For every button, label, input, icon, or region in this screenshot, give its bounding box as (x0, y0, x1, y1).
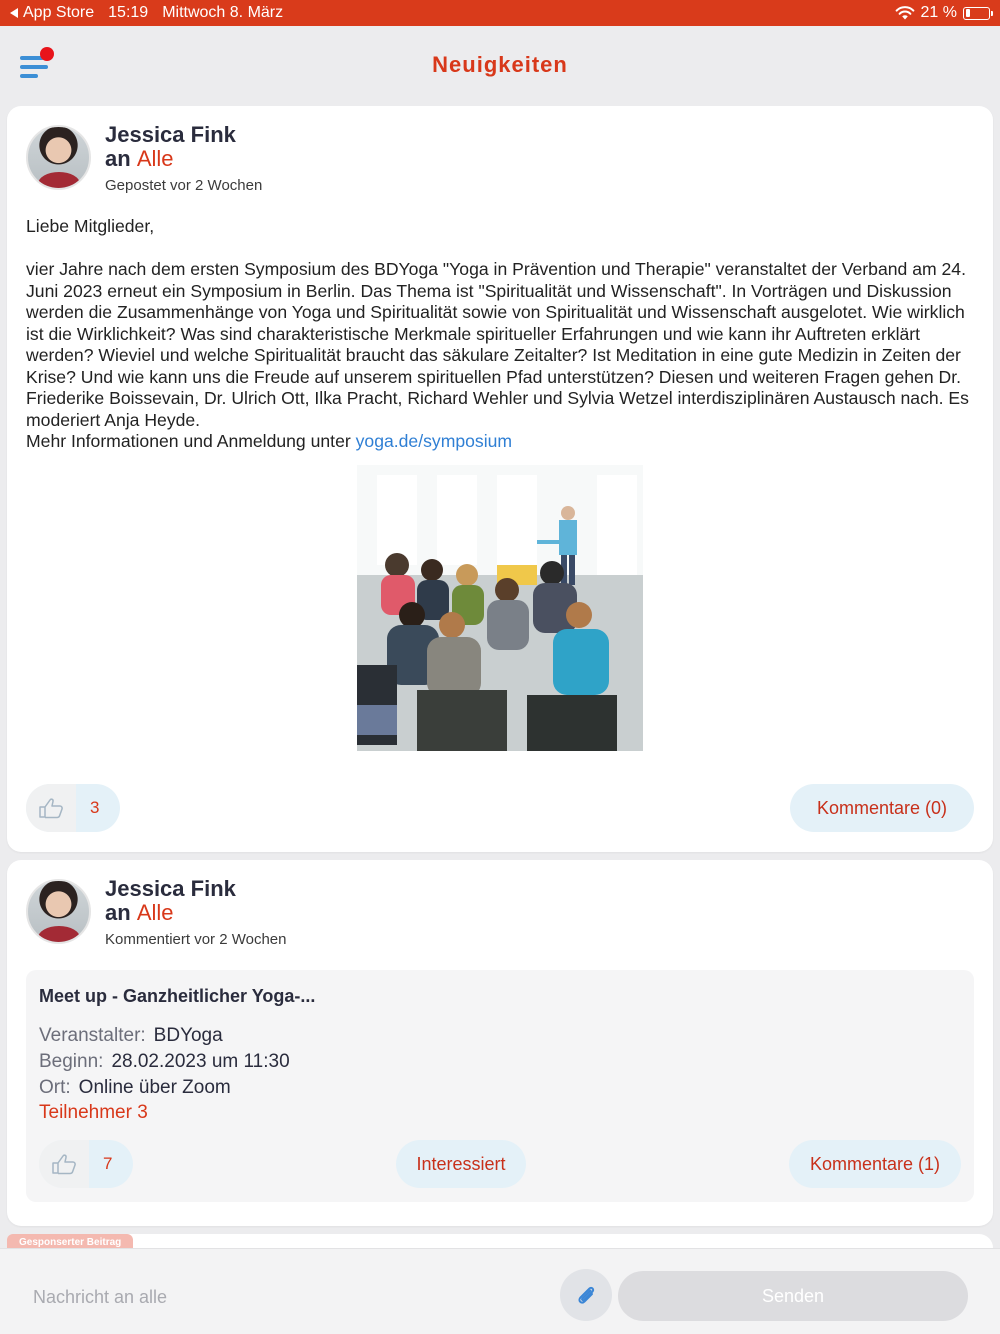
back-arrow-icon (10, 8, 18, 18)
post-timestamp: Kommentiert vor 2 Wochen (105, 931, 287, 948)
symposium-link[interactable]: yoga.de/symposium (355, 431, 513, 451)
author-name[interactable]: Jessica Fink (105, 876, 236, 901)
status-bar (0, 0, 1000, 26)
post-image[interactable] (357, 465, 643, 751)
notification-dot (40, 47, 54, 61)
post-author (26, 876, 287, 948)
recipient-line (105, 147, 262, 171)
post-card (7, 106, 993, 852)
organizer-value: BDYoga (153, 1025, 223, 1046)
like-count: 3 (90, 798, 100, 817)
organizer-label: Veranstalter: (39, 1025, 146, 1046)
wifi-icon (895, 6, 915, 20)
event-card[interactable] (26, 970, 974, 1202)
avatar[interactable] (26, 125, 91, 190)
post-card (7, 860, 993, 1226)
event-participants[interactable] (39, 1102, 148, 1124)
menu-line (20, 65, 48, 69)
battery-percentage: 21 % (920, 4, 957, 21)
recipient-group[interactable]: Alle (136, 900, 174, 925)
recipient-line (105, 901, 286, 925)
battery-icon (963, 7, 990, 20)
participants-count: 3 (137, 1102, 148, 1123)
avatar[interactable] (26, 879, 91, 944)
page-title: Neuigkeiten (432, 52, 568, 77)
back-to-app-store[interactable] (10, 4, 94, 22)
attach-button[interactable] (560, 1269, 612, 1321)
menu-line (20, 74, 38, 78)
recipient-prefix: an (105, 900, 131, 925)
interested-button[interactable]: Interessiert (396, 1140, 526, 1188)
post-author (26, 122, 263, 194)
event-start (39, 1051, 290, 1073)
back-app-label: App Store (23, 4, 95, 21)
status-date: Mittwoch 8. März (162, 4, 284, 21)
recipient-group[interactable]: Alle (136, 146, 174, 171)
paperclip-icon (573, 1282, 599, 1308)
post-body (26, 216, 971, 453)
message-input[interactable]: Nachricht an alle (33, 1287, 168, 1307)
status-time: 15:19 (108, 4, 149, 21)
send-button[interactable]: Senden (618, 1271, 968, 1321)
place-label: Ort: (39, 1077, 71, 1098)
like-count: 7 (103, 1154, 113, 1173)
post-greeting: Liebe Mitglieder, (26, 216, 155, 236)
post-body-text: vier Jahre nach dem ersten Symposium des BDYoga "Yoga in Prävention und Therapie" veranstaltet der Verband am 24. Juni 2023 erneut ein Symposium in Berlin. Das Thema ist "Spiritualität und Wissenschaft". In Vorträgen und Diskussion werden die Zusammenhänge von Yoga und Spiritualität sowie von Spiritualität und Wissenschaft ausgelotet. Wie wirklich ist die Wirklichkeit? Was sind charakteristische Merkmale spiritueller Erfahrungen und wie kann ihr Auftreten erklärt werden? Wieviel und welche Spiritualität braucht das säkulare Zeitalter? Ist Meditation in eine gute Medizin in Zeiten der Krise? Und wie kann uns die Freude auf unserem spirituellen Pfad unterstützen? Diesen und weiteren Fragen gehen Dr. Friederike Boissevain, Dr. Ulrich Ott, Ilka Pracht, Richard Wehler und Sylvia Wetzel interdisziplinären Austausch nach. Es moderiert Anja Heyde. (26, 259, 969, 430)
event-organizer (39, 1025, 223, 1047)
author-name[interactable]: Jessica Fink (105, 122, 236, 147)
place-value: Online über Zoom (78, 1077, 231, 1098)
thumbs-up-icon (39, 1140, 89, 1188)
like-button[interactable] (39, 1140, 133, 1188)
start-label: Beginn: (39, 1051, 104, 1072)
start-value: 28.02.2023 um 11:30 (111, 1051, 290, 1072)
event-place (39, 1077, 231, 1099)
like-button[interactable] (26, 784, 120, 832)
seminar-photo (357, 465, 643, 751)
thumbs-up-icon (26, 784, 76, 832)
more-info-text: Mehr Informationen und Anmeldung unter (26, 431, 356, 451)
menu-button[interactable] (20, 48, 56, 82)
message-composer (0, 1248, 1000, 1334)
comments-button[interactable]: Kommentare (1) (789, 1140, 961, 1188)
recipient-prefix: an (105, 146, 131, 171)
post-timestamp: Gepostet vor 2 Wochen (105, 177, 263, 194)
event-title[interactable]: Meet up - Ganzheitlicher Yoga-... (39, 986, 316, 1006)
sponsored-badge: Gesponserter Beitrag (7, 1234, 133, 1250)
app-header (0, 26, 1000, 104)
participants-label: Teilnehmer (39, 1102, 132, 1123)
comments-button[interactable]: Kommentare (0) (790, 784, 974, 832)
